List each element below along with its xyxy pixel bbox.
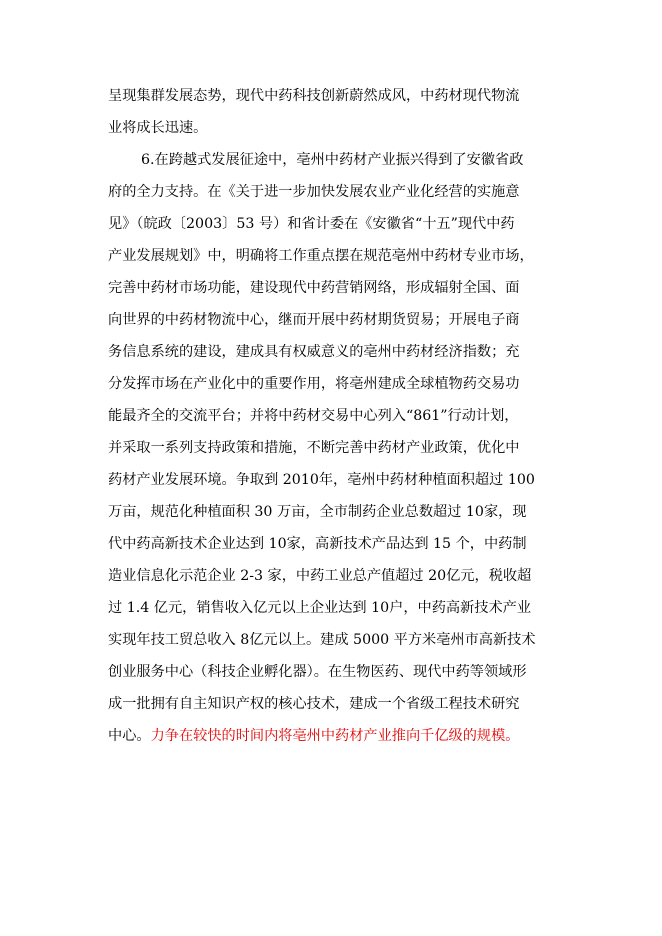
text-line: 产业发展规划》中，明确将工作重点摆在规范亳州中药材专业市场， [108, 248, 534, 264]
paragraph-start-line: 6.在跨越式发展征途中，亳州中药材产业振兴得到了安徽省政 [141, 152, 524, 168]
text-line: 并采取一系列支持政策和措施，不断完善中药材产业政策，优化中 [108, 440, 520, 456]
highlighted-goal-text: 力争在较快的时间内将亳州中药材产业推向千亿级的规模。 [150, 728, 520, 744]
text-line: 向世界的中药材物流中心，继而开展中药材期货贸易；开展电子商 [108, 312, 520, 328]
text-line: 创业服务中心（科技企业孵化器）。在生物医药、现代中药等领域形 [108, 664, 527, 680]
text-line: 业将成长迅速。 [108, 120, 208, 136]
text-line: 过 1.4 亿元，销售收入亿元以上企业达到 10户，中药高新技术产业 [108, 600, 532, 616]
text-line: 药材产业发展环境。争取到 2010年，亳州中药材种植面积超过 100 [108, 472, 535, 488]
text-line: 见》（皖政〔2003〕53 号）和省计委在《安徽省“十五”现代中药 [108, 216, 515, 232]
text-line: 代中药高新技术企业达到 10家，高新技术产品达到 15 个，中药制 [108, 536, 527, 552]
text-line: 能最齐全的交流平台；并将中药材交易中心列入“861”行动计划， [108, 408, 519, 424]
text-line: 成一批拥有自主知识产权的核心技术，建成一个省级工程技术研究 [108, 696, 520, 712]
text-line: 务信息系统的建设，建成具有权威意义的亳州中药材经济指数；充 [108, 344, 520, 360]
text-line: 造业信息化示范企业 2-3 家，中药工业总产值超过 20亿元，税收超 [108, 568, 532, 584]
text-line: 万亩，规范化种植面积 30 万亩，全市制药企业总数超过 10家，现 [108, 504, 527, 520]
last-text-line [108, 720, 558, 752]
body-text [108, 80, 558, 752]
text-line: 完善中药材市场功能，建设现代中药营销网络，形成辐射全国、面 [108, 280, 520, 296]
text-line: 实现年技工贸总收入 8亿元以上。建成 5000 平方米亳州市高新技术 [108, 632, 536, 648]
last-line-normal-text: 中心。 [108, 728, 151, 744]
text-line: 分发挥市场在产业化中的重要作用，将亳州建成全球植物药交易功 [108, 376, 520, 392]
text-line: 呈现集群发展态势，现代中药科技创新蔚然成风，中药材现代物流 [108, 88, 520, 104]
text-line: 府的全力支持。在《关于进一步加快发展农业产业化经营的实施意 [108, 184, 520, 200]
